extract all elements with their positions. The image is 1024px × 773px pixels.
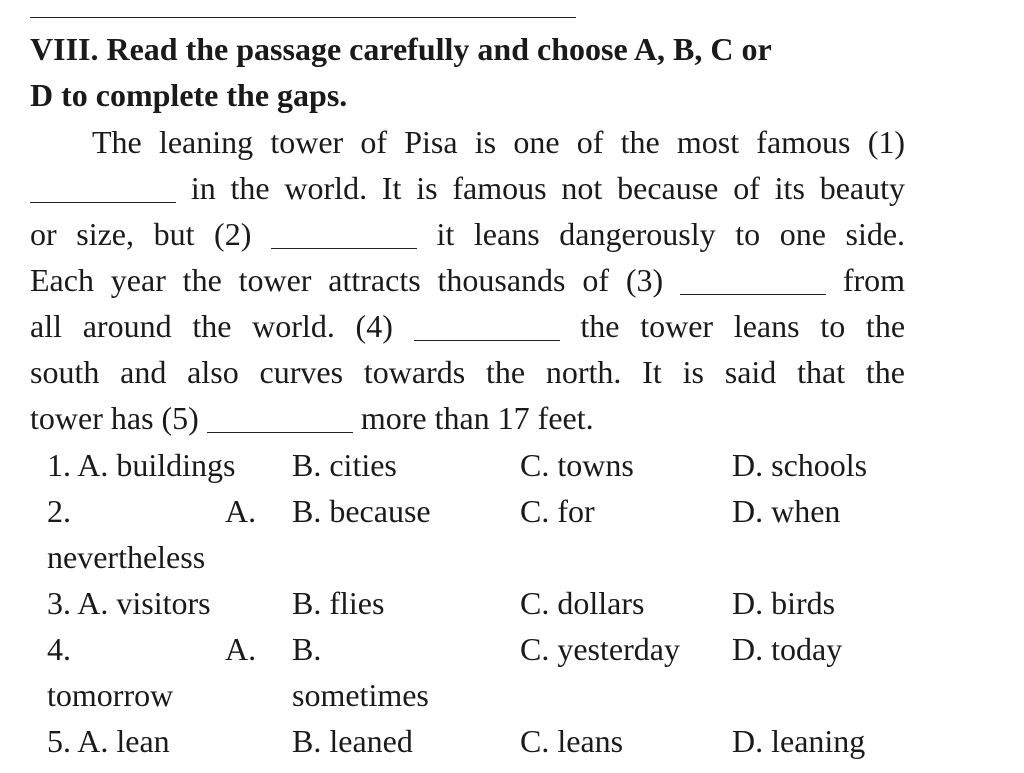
question-2-option-b[interactable]: B. because [292,493,431,529]
gap-5-blank [207,402,353,433]
question-3-option-b[interactable]: B. flies [292,585,385,621]
question-1-option-b[interactable]: B. cities [292,447,397,483]
heading-line-1: VIII. Read the passage carefully and choose A, B, C or [30,31,772,67]
question-2-option-d[interactable]: D. when [732,493,841,529]
question-5-option-d[interactable]: D. leaning [732,723,866,759]
passage-line-3-end: it leans dangerously to one side. [436,216,905,252]
passage-line-4 [30,257,905,303]
passage [30,119,905,441]
question-1-option-a[interactable]: 1. A. buildings [47,447,236,483]
question-2-row [47,488,947,580]
passage-line-2 [30,165,905,211]
question-1-option-d[interactable]: D. schools [732,447,868,483]
question-2-number: 2. [47,493,71,529]
passage-line-4-start: Each year the tower attracts thousands of (3) [30,262,664,298]
question-1-option-c[interactable]: C. towns [520,447,634,483]
passage-line-7-end: more than 17 feet. [360,400,594,436]
passage-line-7 [30,395,905,441]
gap-1-blank [30,172,176,203]
question-5-row [47,718,947,764]
question-5-option-b[interactable]: B. leaned [292,723,413,759]
question-2-option-a[interactable]: nevertheless [47,539,206,575]
gap-2-blank [271,218,417,249]
question-4-option-c[interactable]: C. yesterday [520,631,680,667]
question-5-option-a[interactable]: 5. A. lean [47,723,170,759]
gap-3-blank [680,264,826,295]
passage-line-6: south and also curves towards the north. It is said that the [30,354,905,390]
question-3-row [47,580,947,626]
question-2-option-c[interactable]: C. for [520,493,595,529]
heading-line-2: D to complete the gaps. [30,77,348,113]
passage-line-3-start: or size, but (2) [30,216,252,252]
passage-line-1: The leaning tower of Pisa is one of the most famous (1) [92,124,905,160]
question-3-option-d[interactable]: D. birds [732,585,836,621]
passage-line-3 [30,211,905,257]
question-4-row [47,626,947,718]
gap-4-blank [414,310,560,341]
question-1-row [47,442,947,488]
question-4-option-d[interactable]: D. today [732,631,843,667]
question-2-option-a-letter[interactable]: A. [225,493,257,529]
question-4-number: 4. [47,631,71,667]
passage-line-2-text: in the world. It is famous not because of its beauty [190,170,905,206]
passage-line-5-start: all around the world. (4) [30,308,393,344]
question-4-option-a-letter[interactable]: A. [225,631,257,667]
question-3-option-c[interactable]: C. dollars [520,585,645,621]
question-5-option-c[interactable]: C. leans [520,723,624,759]
answer-options [47,442,947,764]
passage-line-7-start: tower has (5) [30,400,199,436]
top-rule [30,17,576,18]
exercise-heading [30,26,910,118]
passage-line-5-end: the tower leans to the [580,308,905,344]
passage-line-5 [30,303,905,349]
question-4-option-b-letter[interactable]: B. [292,631,322,667]
question-3-option-a[interactable]: 3. A. visitors [47,585,211,621]
question-4-option-b[interactable]: sometimes [292,677,429,713]
passage-line-4-end: from [842,262,905,298]
question-4-option-a[interactable]: tomorrow [47,677,174,713]
